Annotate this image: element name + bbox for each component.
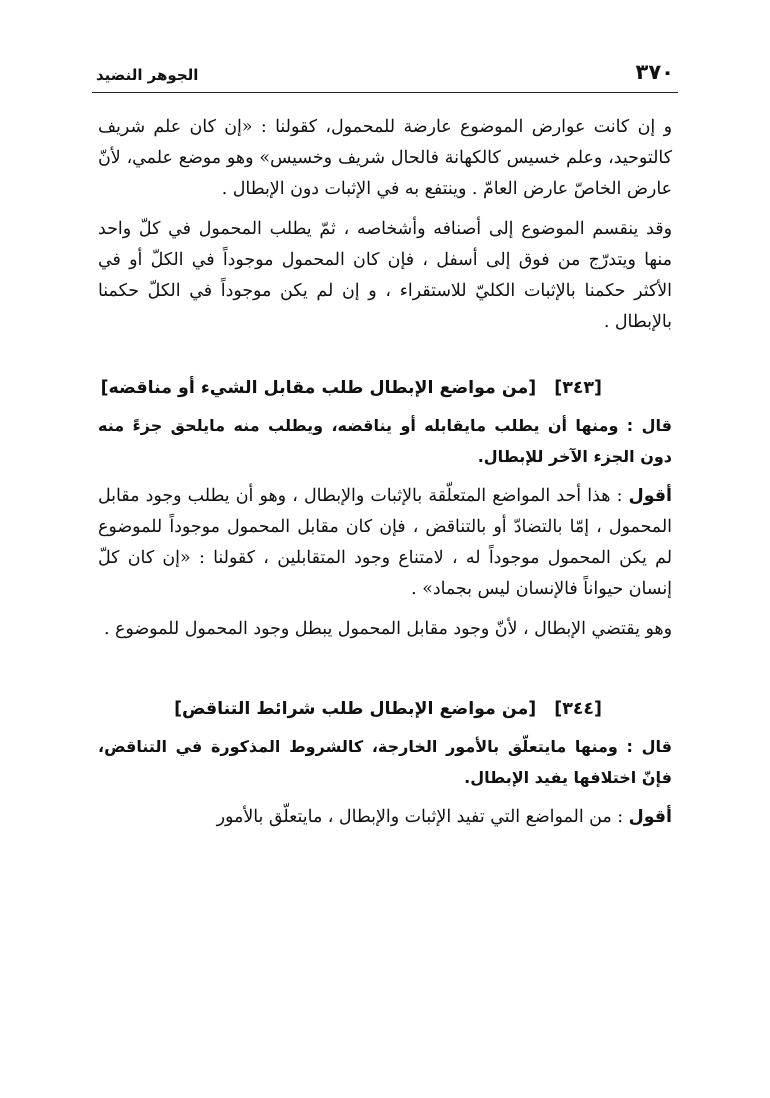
matn-text: : ومنها مايتعلّق بالأمور الخارجة، كالشروط المذكورة في التناقض، فإنّ اختلافها يفيد الإبطال.: [98, 737, 672, 787]
section-title: [من مواضع الإبطال طلب مقابل الشيء أو مناقضه]: [100, 378, 537, 398]
aqulu-label: أقول: [628, 486, 672, 506]
commentary-text: : من المواضع التي تفيد الإثبات والإبطال ، مايتعلّق بالأمور: [216, 807, 624, 827]
page-number: ٣٧٠: [635, 60, 674, 84]
section-heading-343: [98, 373, 672, 404]
matn-paragraph: [98, 731, 672, 793]
paragraph: وهو يقتضي الإبطال ، لأنّ وجود مقابل المحمول يبطل وجود المحمول للموضوع .: [103, 619, 672, 639]
commentary-paragraph: [98, 481, 672, 605]
commentary-text: : هذا أحد المواضع المتعلّقة بالإثبات والإبطال ، وهو أن يطلب وجود مقابل المحمول ، إمّا بالتضادّ أو بالتناقض ، فإن كان مقابل المحمول موجوداً للموضوع لم يكن المحمول موجوداً له ، لامتناع وجود المتقابلين ، كقولنا : «إن كان كلّ إنسان حيواناً فالإنسان ليس بجماد» .: [98, 486, 672, 599]
matn-text: : ومنها أن يطلب مايقابله أو يناقضه، ويطلب منه مايلحق جزءً منه دون الجزء الآخر للإبطال.: [98, 416, 672, 466]
book-title: الجوهر النضيد: [96, 66, 199, 84]
matn-paragraph: [98, 410, 672, 472]
section-heading-344: [98, 694, 672, 725]
section-spacer: [98, 654, 672, 694]
aqulu-label: أقول: [628, 807, 672, 827]
running-header: [92, 58, 678, 93]
section-number: [٣٤٤]: [554, 699, 602, 719]
qala-label: قال: [641, 416, 672, 435]
section-spacer: [98, 347, 672, 373]
body-text: [98, 112, 672, 842]
paragraph: و إن كانت عوارض الموضوع عارضة للمحمول، كقولنا : «إن كان علم شريف كالتوحيد، وعلم خسيس كالكهانة فالحال شريف وخسيس» وهو موضع علمي، لأنّ عارض الخاصّ عارض العامّ . وينتفع به في الإثبات دون الإبطال .: [98, 117, 672, 199]
paragraph: وقد ينقسم الموضوع إلى أصنافه وأشخاصه ، ثمّ يطلب المحمول في كلّ واحد منها ويتدرّج من فوق إلى أسفل ، فإن كان المحمول موجوداً في الكلّ أو في الأكثر حكمنا بالإثبات الكليّ للاستقراء ، و إن لم يكن موجوداً في الكلّ حكمنا بالإبطال .: [98, 219, 672, 332]
commentary-paragraph: [98, 802, 672, 833]
section-number: [٣٤٣]: [554, 378, 602, 398]
qala-label: قال: [641, 737, 672, 756]
section-title: [من مواضع الإبطال طلب شرائط التناقض]: [174, 699, 537, 719]
